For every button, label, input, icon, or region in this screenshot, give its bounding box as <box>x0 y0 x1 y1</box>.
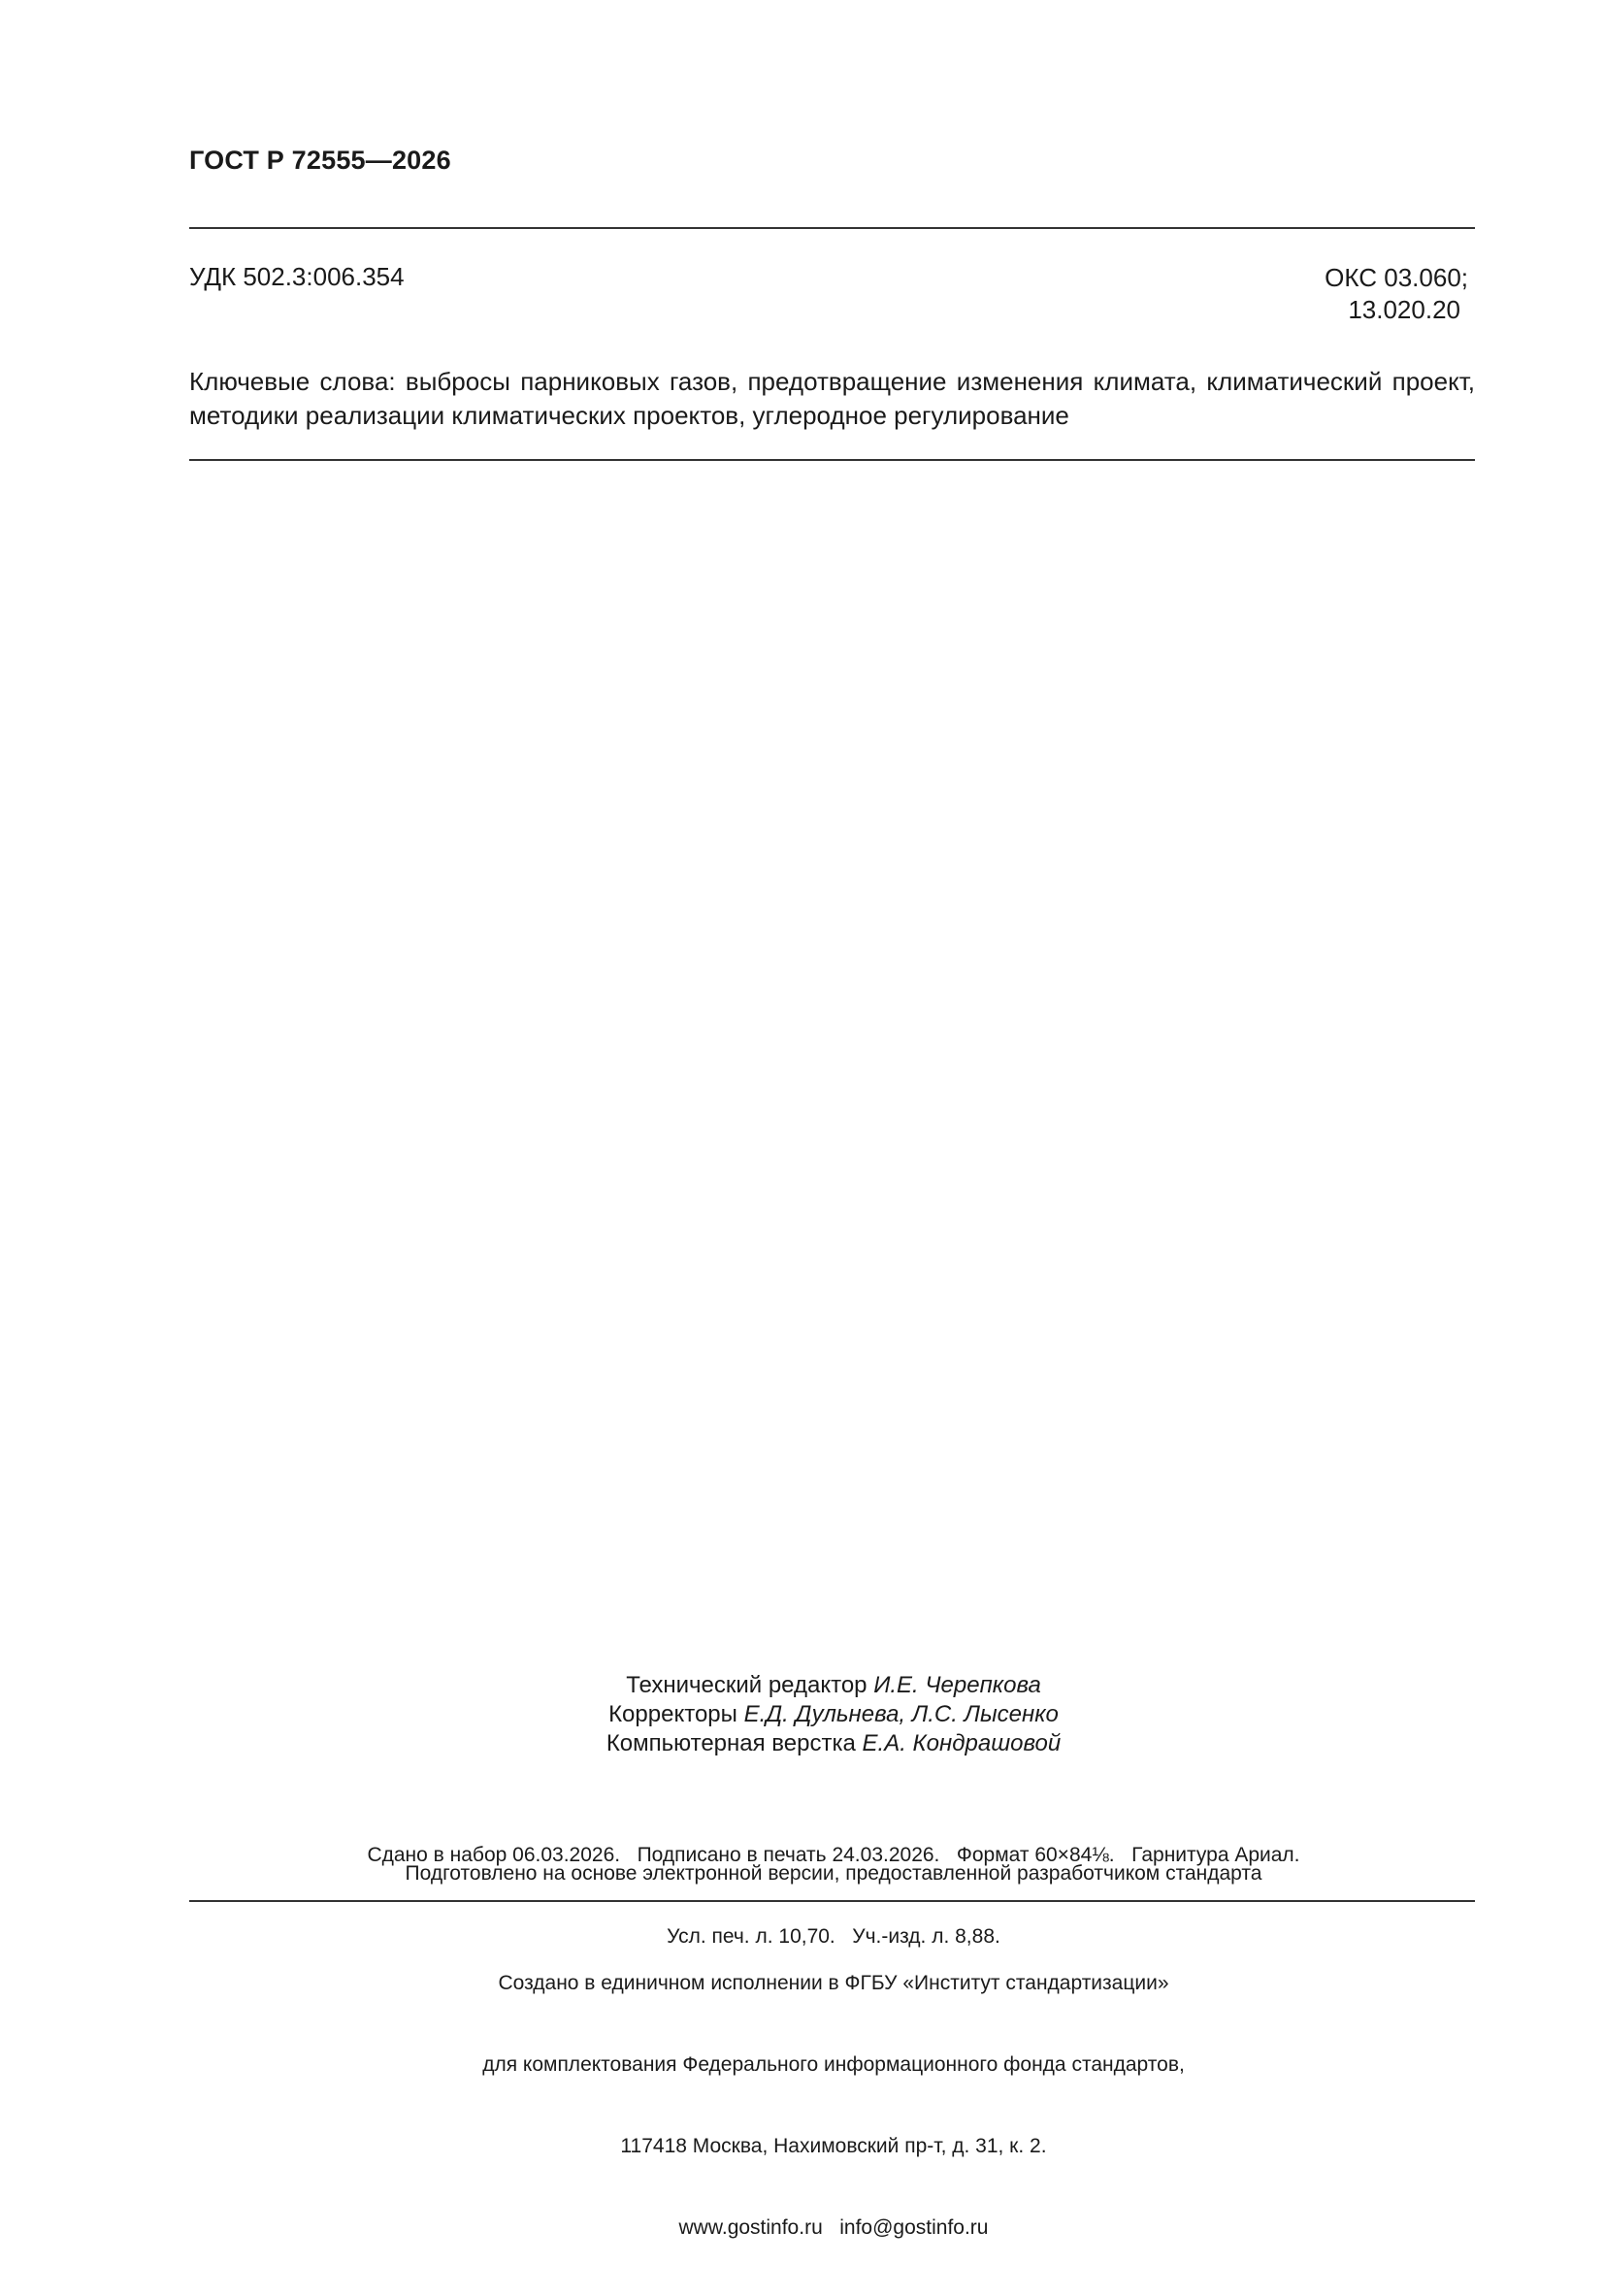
publisher-line-2: для комплектования Федерального информационного фонда стандартов, <box>482 2053 1185 2076</box>
correctors-names: Е.Д. Дульнева, Л.С. Лысенко <box>743 1701 1059 1727</box>
udk-code: УДК 502.3:006.354 <box>189 262 405 291</box>
correctors-label: Корректоры <box>608 1701 744 1727</box>
publisher-contacts: www.gostinfo.ru info@gostinfo.ru <box>678 2216 989 2239</box>
layout-line <box>0 1729 1604 1758</box>
tech-editor-name: И.Е. Черепкова <box>873 1672 1041 1698</box>
layout-name: Е.А. Кондрашовой <box>862 1730 1062 1756</box>
publisher-line-1: Создано в единичном исполнении в ФГБУ «Институт стандартизации» <box>498 1972 1169 1994</box>
oks-line-1: ОКС 03.060; <box>1325 263 1468 292</box>
keywords-paragraph: Ключевые слова: выбросы парниковых газов, предотвращение изменения климата, климатический проект, методики реализации климатических проектов, углеродное регулирование <box>189 367 1475 430</box>
oks-line-2: 13.020.20 <box>1348 295 1460 324</box>
top-divider <box>189 227 1475 229</box>
print-info-line-1: Сдано в набор 06.03.2026. Подписано в печать 24.03.2026. Формат 60×84⅛. Гарнитура Ариал. <box>367 1844 1300 1866</box>
tech-editor-label: Технический редактор <box>626 1672 874 1698</box>
layout-label: Компьютерная верстка <box>606 1730 863 1756</box>
footer-divider <box>189 1900 1475 1902</box>
tech-editor-line <box>0 1671 1604 1700</box>
standard-code: ГОСТ Р 72555—2026 <box>189 146 451 175</box>
credits-block <box>0 1671 1604 1758</box>
oks-codes <box>1325 262 1468 326</box>
keywords-divider <box>189 459 1475 461</box>
publisher-block <box>0 1916 1604 2296</box>
print-info-line-2: Усл. печ. л. 10,70. Уч.-изд. л. 8,88. <box>667 1925 1000 1948</box>
prepared-note: Подготовлено на основе электронной версии, предоставленной разработчиком стандарта <box>405 1862 1262 1885</box>
publisher-address: 117418 Москва, Нахимовский пр-т, д. 31, к. 2. <box>620 2135 1047 2157</box>
correctors-line <box>0 1700 1604 1729</box>
